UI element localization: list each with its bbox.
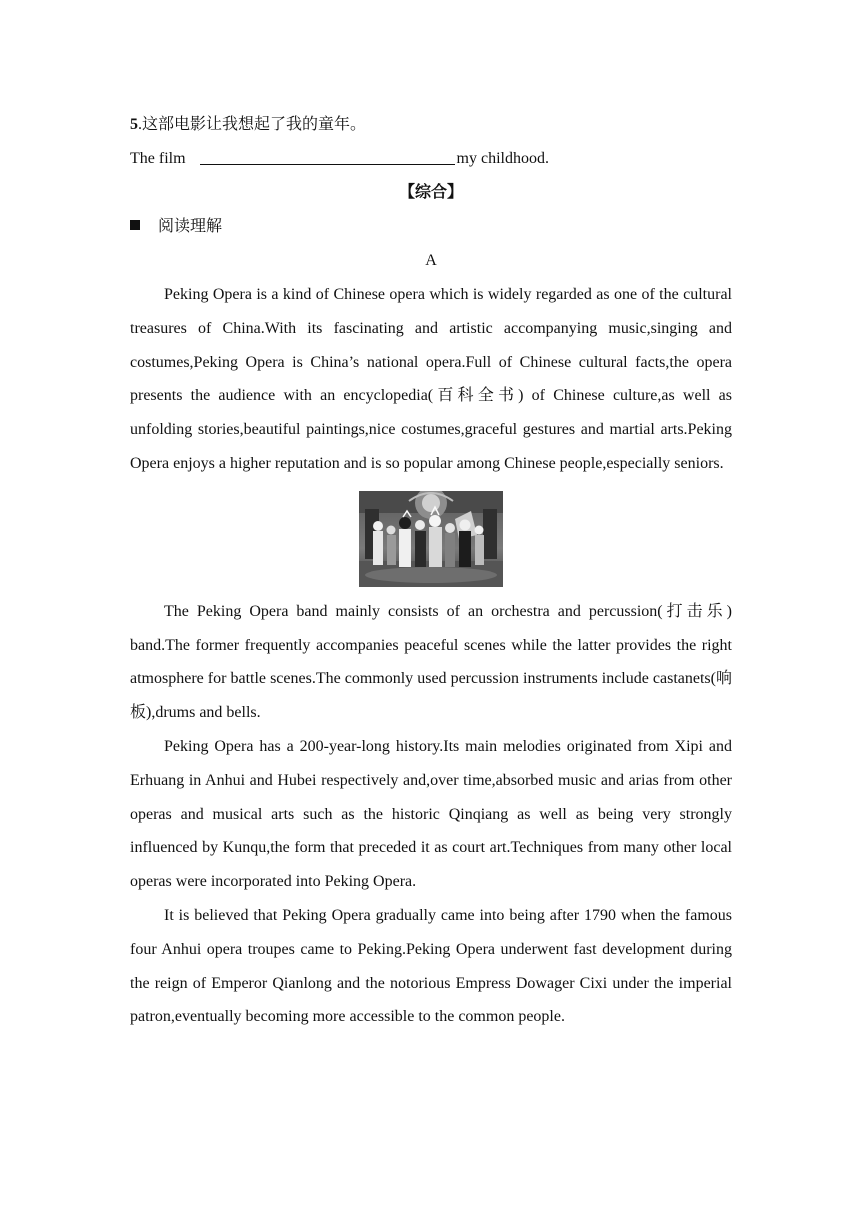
square-bullet-icon — [130, 220, 140, 230]
section-subtitle: 阅读理解 — [158, 218, 223, 235]
question-5-answer-line — [130, 142, 732, 176]
question-5-prompt — [130, 108, 732, 142]
answer-blank[interactable] — [200, 146, 455, 165]
section-title: 【综合】 — [398, 184, 463, 201]
section-subtitle-row — [130, 210, 732, 244]
passage-paragraph-2: The Peking Opera band mainly consists of an orchestra and percussion(打击乐) band.The former frequently accompanies peaceful scenes while the latter provides the right atmosphere for battle scenes.The commonly used percussion instruments include castanets(响板),drums and bells. — [130, 602, 732, 722]
passage-paragraph-4: It is believed that Peking Opera gradually came into being after 1790 when the famous four Anhui opera troupes came to Peking.Peking Opera underwent fast development during the reign of Emperor Qianlong and the notorious Empress Dowager Cixi under the imperial patron,eventually becoming more accessible to the common people. — [130, 906, 732, 1026]
passage-paragraph-3: Peking Opera has a 200-year-long history.Its main melodies originated from Xipi and Erhuang in Anhui and Hubei respectively and,over time,absorbed music and arias from other operas and musical arts such as the historic Qinqiang as well as being very strongly influenced by Kunqu,the form that preceded it as court art.Techniques from many other local operas were incorporated into Peking Opera. — [130, 737, 732, 891]
question-text: .这部电影让我想起了我的童年。 — [138, 116, 367, 133]
passage-paragraph-1: Peking Opera is a kind of Chinese opera which is widely regarded as one of the cultural treasures of China.With its fascinating and artistic accompanying music,singing and costumes,Peking Opera is China’s national opera.Full of Chinese cultural facts,the opera presents the audience with an encyclopedia(百科全书) of Chinese culture,as well as unfolding stories,beautiful paintings,nice costumes,graceful gestures and martial arts.Peking Opera enjoys a higher reputation and is so popular among Chinese people,especially seniors. — [130, 286, 732, 472]
passage-label: A — [425, 252, 437, 269]
sentence-lead: The film — [130, 150, 186, 167]
sentence-tail: my childhood. — [456, 150, 549, 167]
document-page — [130, 108, 732, 1034]
peking-opera-stage-photo — [359, 491, 503, 587]
figure — [130, 491, 732, 587]
question-number: 5 — [130, 116, 138, 133]
